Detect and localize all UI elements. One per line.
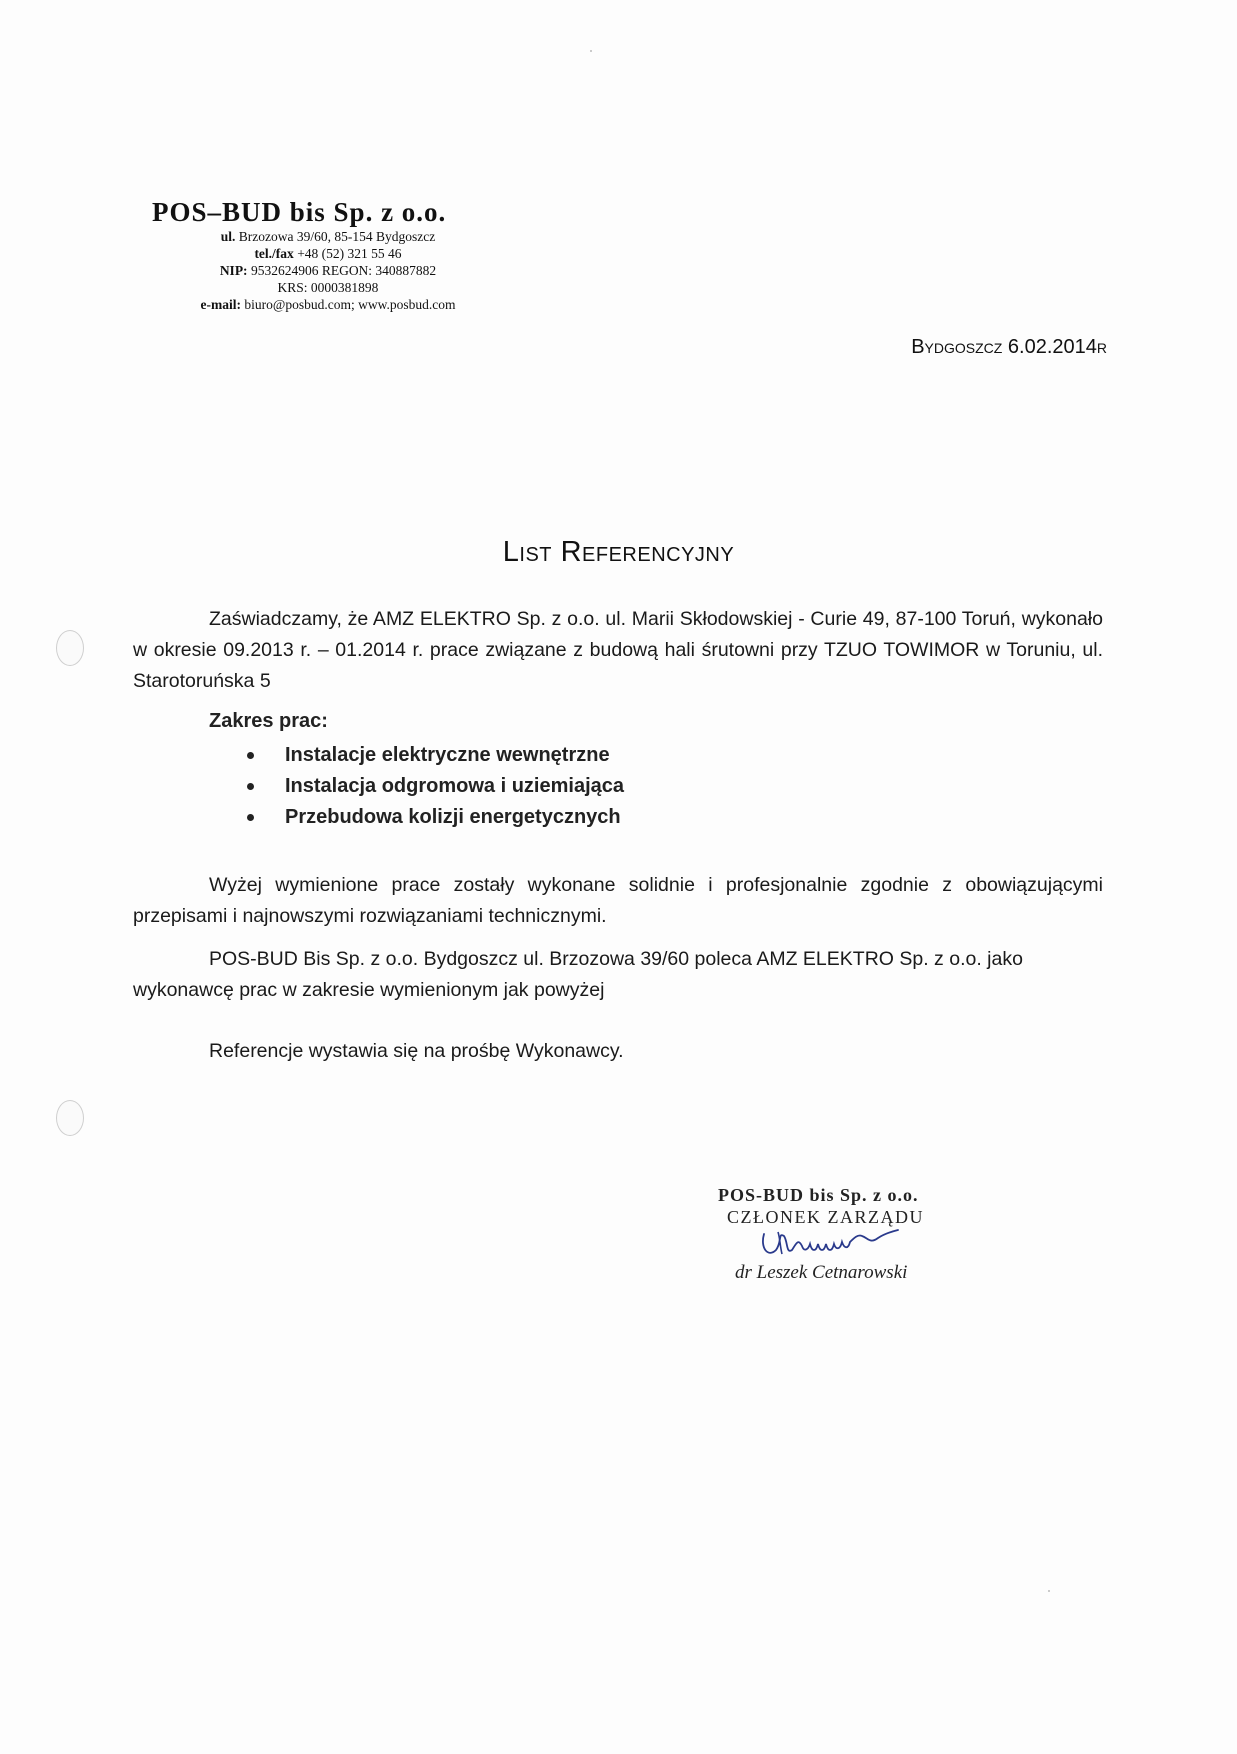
punch-hole-bottom (56, 1100, 84, 1136)
address: Brzozowa 39/60, 85-154 Bydgoszcz (238, 229, 436, 244)
address-line (148, 228, 508, 245)
list-item (245, 740, 624, 771)
phone-line (148, 245, 508, 262)
scope-item-label: Instalacja odgromowa i uziemiająca (285, 775, 625, 797)
letterhead (148, 196, 508, 313)
bullet-icon (247, 783, 254, 790)
signature-block (690, 1184, 990, 1284)
signature-scribble-icon (758, 1228, 908, 1262)
scope-item-label: Instalacje elektryczne wewnętrzne (285, 744, 610, 766)
paragraph-quality: Wyżej wymienione prace zostały wykonane solidnie i profesjonalnie zgodnie z obowiązującymi przepisami i najnowszymi rozwiązaniami technicznymi. (133, 874, 1103, 927)
handwritten-signature (758, 1228, 908, 1262)
scan-speck (590, 50, 592, 52)
bullet-icon (247, 814, 254, 821)
krs-line: KRS: 0000381898 (277, 280, 379, 295)
nip-regon: 9532624906 REGON: 340887882 (250, 263, 437, 278)
list-item (245, 771, 624, 802)
paragraph-request: Referencje wystawia się na prośbę Wykonawcy. (209, 1040, 624, 1062)
email-line (148, 296, 508, 313)
phone: +48 (52) 321 55 46 (297, 246, 402, 261)
scope-list (245, 740, 624, 833)
scope-item-label: Przebudowa kolizji energetycznych (285, 806, 621, 828)
email-label: e-mail: (200, 297, 242, 312)
date-city: Bydgoszcz (911, 336, 1003, 358)
document-title: List Referencyjny (502, 536, 735, 568)
company-name: POS–BUD bis Sp. z o.o. (152, 197, 447, 227)
address-label: ul. (220, 229, 236, 244)
paragraph-recommendation: POS-BUD Bis Sp. z o.o. Bydgoszcz ul. Brzozowa 39/60 poleca AMZ ELEKTRO Sp. z o.o. jako wykonawcę prac w zakresie wymienionym jak powyżej (133, 948, 1023, 1001)
list-item (245, 802, 624, 833)
bullet-icon (247, 752, 254, 759)
email-www: biuro@posbud.com; www.posbud.com (244, 297, 456, 312)
nip-line (148, 262, 508, 279)
scan-speck (1048, 1590, 1050, 1592)
signature-stamp-role: CZŁONEK ZARZĄDU (727, 1207, 924, 1227)
signature-stamp-company: POS-BUD bis Sp. z o.o. (718, 1185, 919, 1205)
signer-name: dr Leszek Cetnarowski (735, 1262, 908, 1283)
phone-label: tel./fax (254, 246, 294, 261)
document-date (911, 336, 1107, 359)
scope-title: Zakres prac: (209, 710, 328, 732)
date-value: 6.02.2014 (1007, 336, 1097, 358)
nip-label: NIP: (219, 263, 248, 278)
date-suffix: r (1096, 336, 1107, 358)
punch-hole-top (56, 630, 84, 666)
paragraph-certification: Zaświadczamy, że AMZ ELEKTRO Sp. z o.o. ul. Marii Skłodowskiej - Curie 49, 87-100 Toruń, wykonało w okresie 09.2013 r. – 01.2014 r. prace związane z budową hali śrutowni przy TZUO TOWIMOR w Toruniu, ul. Starotoruńska 5 (133, 608, 1103, 692)
